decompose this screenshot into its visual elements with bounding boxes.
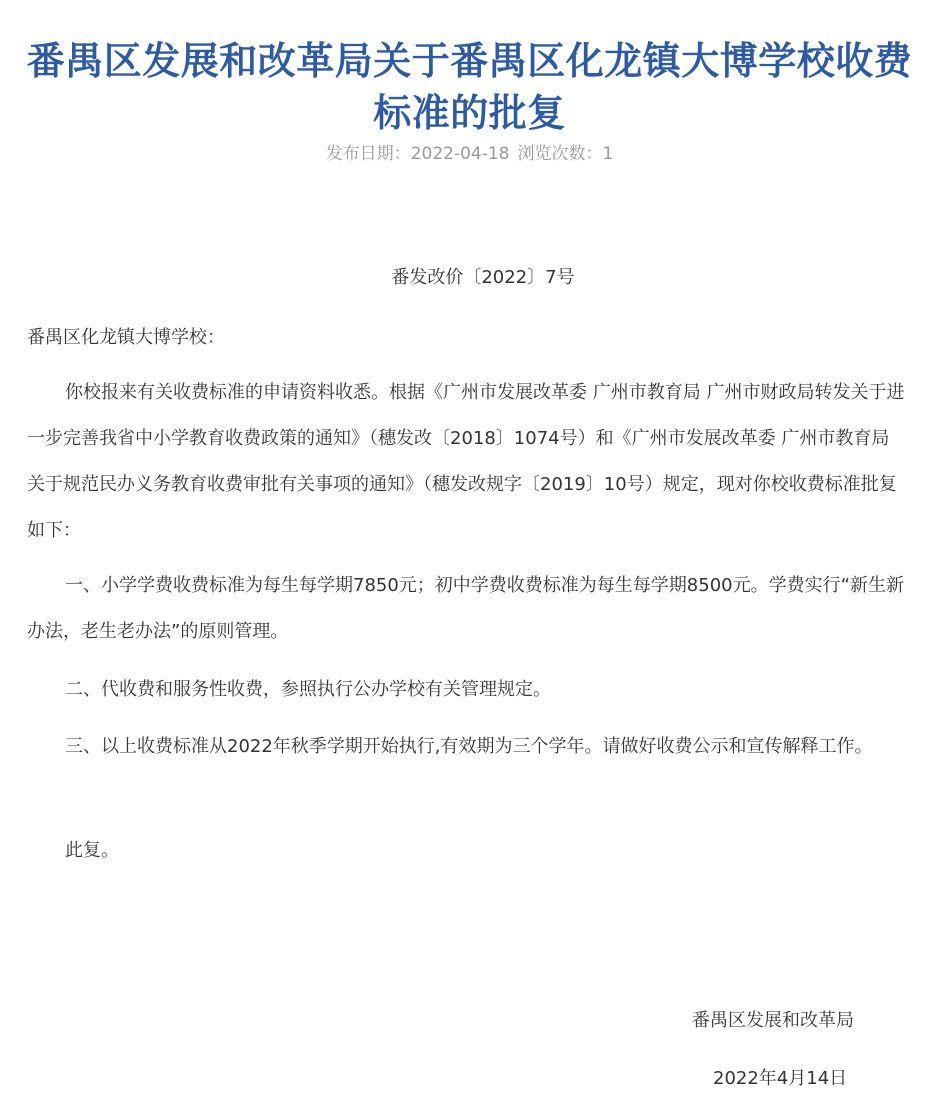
- paragraph-item-1: 一、小学学费收费标准为每生每学期7850元；初中学费收费标准为每生每学期8500元。学费实行“新生新办法，老生老办法”的原则管理。: [27, 575, 904, 642]
- signature-date: 2022年4月14日: [713, 1068, 848, 1089]
- views-count: 1: [602, 144, 614, 164]
- paragraph-closing: 此复。: [65, 840, 119, 861]
- paragraph-item-2: 二、代收费和服务性收费，参照执行公办学校有关管理规定。: [65, 679, 551, 700]
- document-number: 番发改价〔2022〕7号: [391, 267, 575, 288]
- addressee: 番禺区化龙镇大博学校：: [27, 327, 225, 348]
- paragraph-basis: 你校报来有关收费标准的申请资料收悉。根据《广州市发展改革委 广州市教育局 广州市财政局转发关于进一步完善我省中小学教育收费政策的通知》（穗发改〔2018〕1074号）和《广州市发展改革委 广州市教育局关于规范民办义务教育收费审批有关事项的通知》（穗发改规字〔2019〕10号）规定，现对你校收费标准批复如下：: [27, 382, 905, 541]
- signature-organization: 番禺区发展和改革局: [692, 1010, 854, 1031]
- article-meta: [0, 141, 939, 167]
- publish-date-label: 发布日期：: [325, 144, 411, 164]
- article-title: 番禺区发展和改革局关于番禺区化龙镇大博学校收费标准的批复: [26, 39, 913, 136]
- views-label: 浏览次数：: [517, 144, 603, 164]
- paragraph-item-3: 三、以上收费标准从2022年秋季学期开始执行,有效期为三个学年。请做好收费公示和宣传解释工作。: [65, 736, 873, 757]
- publish-date: 2022-04-18: [410, 144, 510, 164]
